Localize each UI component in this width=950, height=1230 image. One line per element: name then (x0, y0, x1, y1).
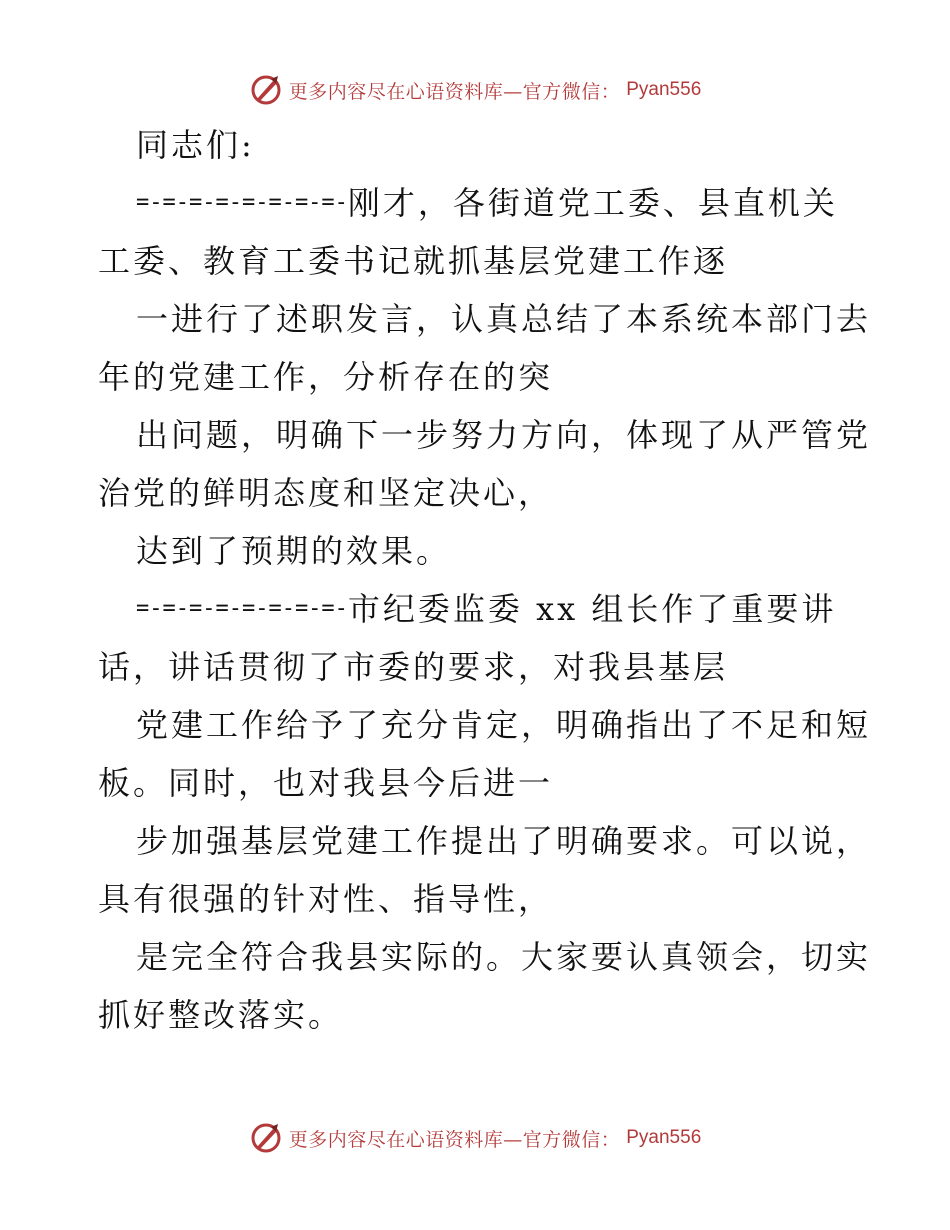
text-line (98, 874, 553, 924)
line-text: 治党的鲜明态度和坚定决心， (98, 474, 554, 512)
text-line (136, 932, 871, 982)
watermark-text: 更多内容尽在心语资料库—官方微信： (288, 1128, 621, 1151)
text-line (98, 352, 553, 402)
line-text: 板。同时，也对我县今后进一 (98, 764, 554, 802)
text-line (136, 294, 871, 344)
text-line (98, 990, 343, 1040)
quill-logo-icon (249, 1121, 283, 1155)
text-line (98, 236, 728, 286)
watermark-banner-bottom (0, 1118, 950, 1158)
dash-prefix: =-=-=-=-=-=-=-=- (136, 595, 348, 621)
text-line (136, 410, 871, 460)
watermark-id: Pyan556 (626, 1127, 702, 1148)
text-line (98, 468, 553, 518)
line-text: 步加强基层党建工作提出了明确要求。可以说， (136, 822, 872, 860)
line-text: 刚才，各街道党工委、县直机关 (347, 184, 838, 222)
line-text: 工委、教育工委书记就抓基层党建工作逐 (98, 242, 729, 280)
watermark-banner-top (0, 70, 950, 110)
line-text: 党建工作给予了充分肯定，明确指出了不足和短 (136, 706, 872, 744)
line-text: 一进行了述职发言，认真总结了本系统本部门去 (136, 300, 872, 338)
text-line (136, 700, 871, 750)
line-text: 抓好整改落实。 (98, 996, 344, 1034)
line-text: 具有很强的针对性、指导性， (98, 880, 554, 918)
dash-prefix: =-=-=-=-=-=-=-=- (136, 189, 348, 215)
quill-logo-icon (249, 73, 283, 107)
line-text: 市纪委监委 xx 组长作了重要讲 (347, 590, 837, 628)
text-line (136, 178, 838, 228)
text-line (136, 584, 836, 634)
line-text: 出问题，明确下一步努力方向，体现了从严管党 (136, 416, 872, 454)
line-text: 话，讲话贯彻了市委的要求，对我县基层 (98, 648, 729, 686)
text-line (136, 526, 451, 576)
text-line (98, 758, 553, 808)
line-text: 达到了预期的效果。 (136, 532, 452, 570)
watermark-id: Pyan556 (626, 79, 702, 100)
text-line (136, 816, 871, 866)
line-text: 同志们: (136, 126, 255, 164)
text-line (136, 120, 255, 170)
line-text: 是完全符合我县实际的。大家要认真领会，切实 (136, 938, 872, 976)
line-text: 年的党建工作，分析存在的突 (98, 358, 554, 396)
text-line (98, 642, 728, 692)
watermark-text: 更多内容尽在心语资料库—官方微信： (288, 80, 621, 103)
